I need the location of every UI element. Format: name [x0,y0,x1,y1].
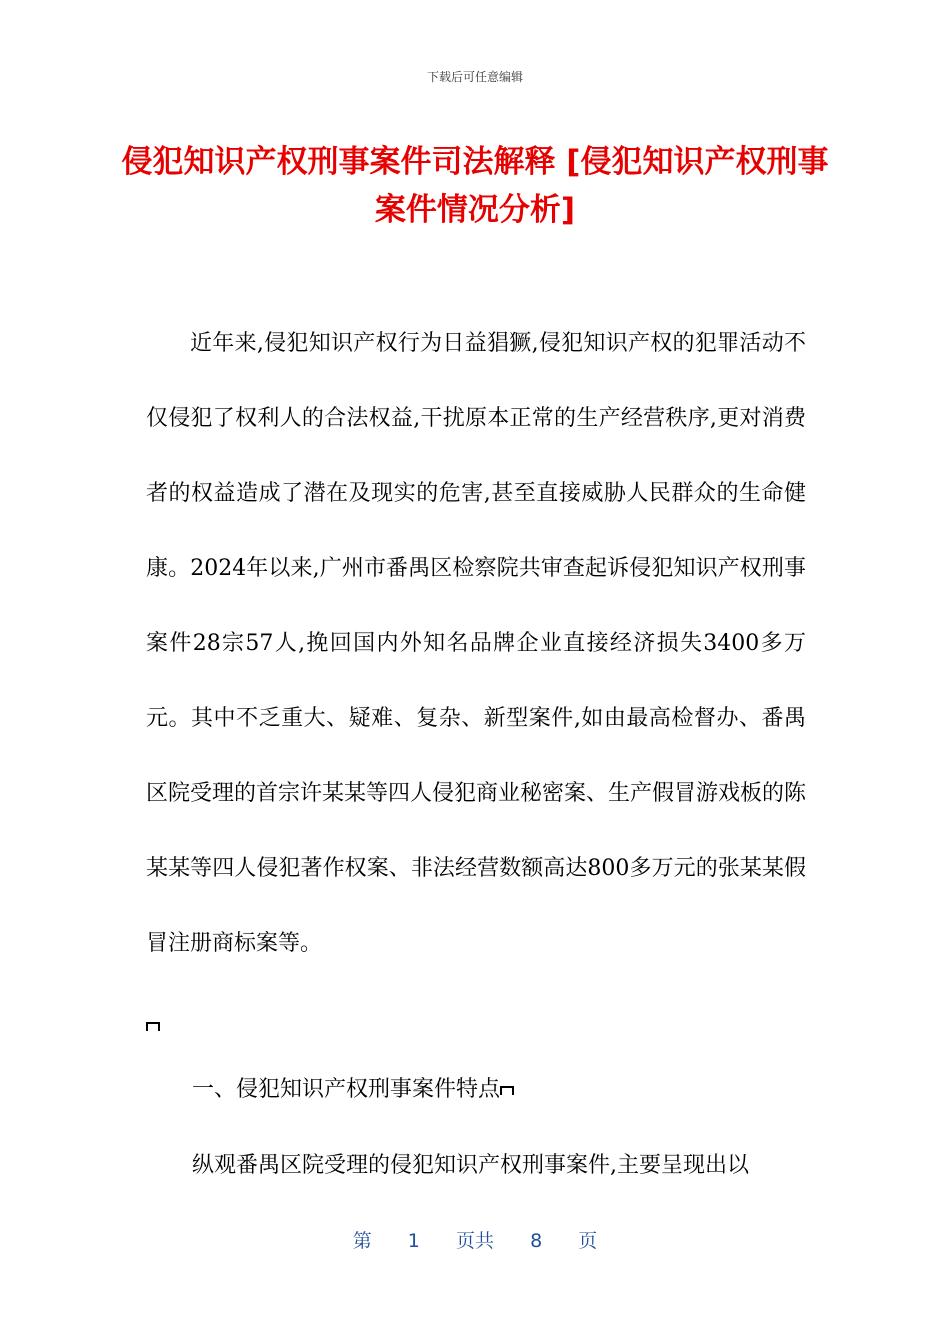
paragraph-characteristics: 纵观番禺区院受理的侵犯知识产权刑事案件,主要呈现出以 [192,1153,749,1178]
page-footer [0,1226,950,1253]
footer-suffix: 页 [578,1230,598,1252]
paragraph-return-mark [146,1016,160,1035]
return-mark-icon [146,1022,160,1031]
section-heading-1 [192,1052,806,1127]
footer-prefix: 第 [352,1230,372,1252]
return-mark-icon [500,1086,514,1095]
footer-current-page: 1 [407,1230,420,1252]
footer-total-pages: 8 [530,1230,543,1252]
paragraph-intro: 近年来,侵犯知识产权行为日益猖獗,侵犯知识产权的犯罪活动不仅侵犯了权利人的合法权益,干扰原本正常的生产经营秩序,更对消费者的权益造成了潜在及现实的危害,甚至直接威胁人民群众的生命健康。2024年以来,广州市番禺区检察院共审查起诉侵犯知识产权刑事案件28宗57人,挽回国内外知名品牌企业直接经济损失3400多万元。其中不乏重大、疑难、复杂、新型案件,如由最高检督办、番禺区院受理的首宗许某某等四人侵犯商业秘密案、生产假冒游戏板的陈某某等四人侵犯著作权案、非法经营数额高达800多万元的张某某假冒注册商标案等。 [146,331,807,956]
header-note: 下载后可任意编辑 [426,70,523,84]
footer-mid: 页共 [455,1230,494,1252]
document-title: 侵犯知识产权刑事案件司法解释 [侵犯知识产权刑事案件情况分析] [121,144,829,228]
section-heading-text: 一、侵犯知识产权刑事案件特点 [192,1077,501,1102]
